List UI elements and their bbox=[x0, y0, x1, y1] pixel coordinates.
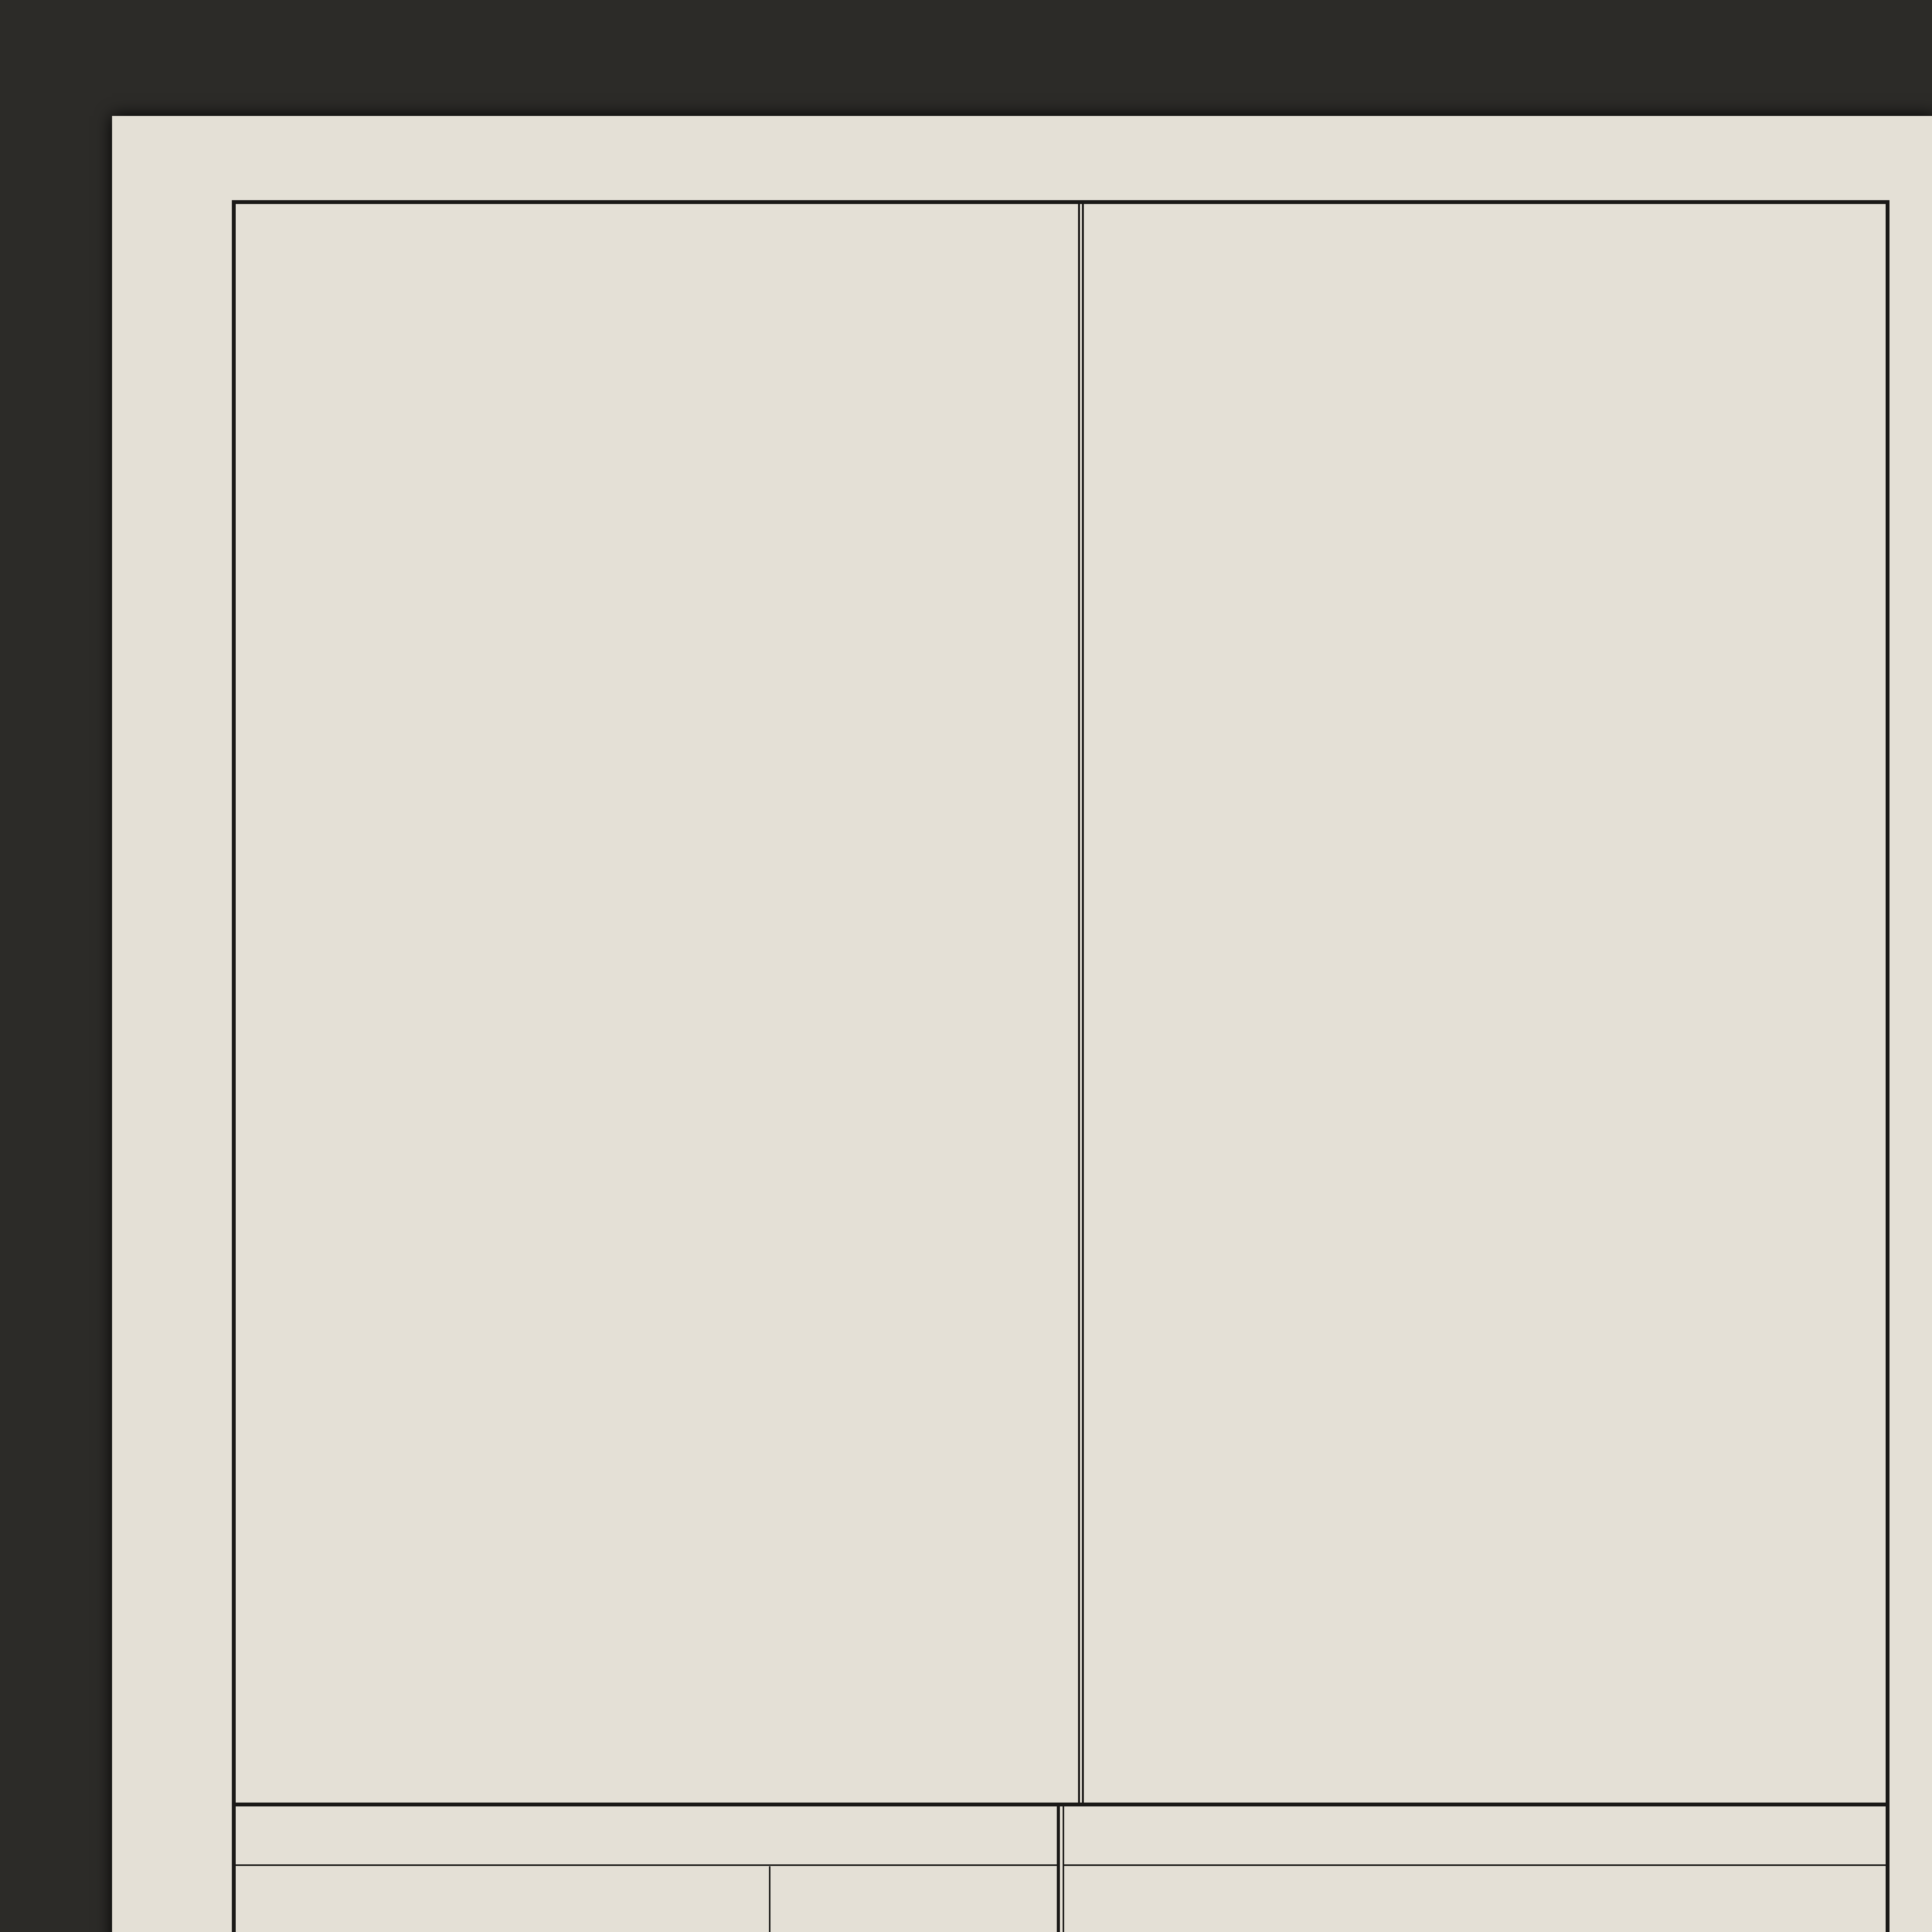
newspaper-page bbox=[112, 116, 1932, 1932]
